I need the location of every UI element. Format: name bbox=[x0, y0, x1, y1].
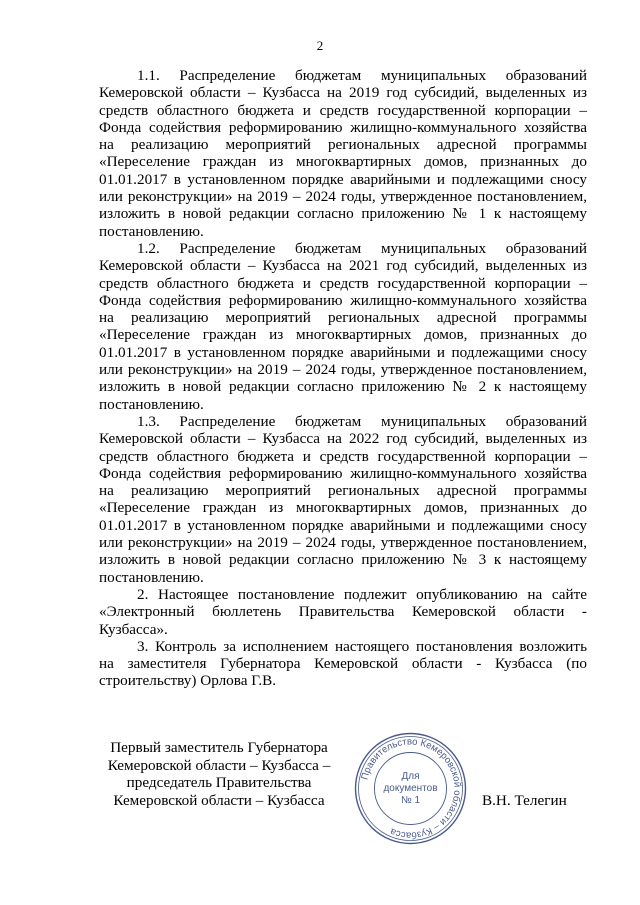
paragraph-1-3: 1.3. Распределение бюджетам муниципальных образований Кемеровской области – Кузбасса на 2022 год субсидий, выделенных из средств областного бюджета и средств государственной корпорации – Фонда содействия реформированию жилищно-коммунального хозяйства на реализацию мероприятий региональных адресной программы «Переселение граждан из многоквартирных домов, признанных до 01.01.2017 в установленном порядке аварийными и подлежащими сносу или реконструкции» на 2019 – 2024 годы, утвержденное постановлением, изложить в новой редакции согласно приложению № 3 к настоящему постановлению. bbox=[99, 412, 587, 586]
official-seal-stamp bbox=[353, 731, 468, 846]
seal-center-line-2: документов bbox=[383, 783, 438, 794]
page-number: 2 bbox=[316, 38, 324, 53]
paragraph-1-2: 1.2. Распределение бюджетам муниципальных образований Кемеровской области – Кузбасса на 2021 год субсидий, выделенных из средств областного бюджета и средств государственной корпорации – Фонда содействия реформированию жилищно-коммунального хозяйства на реализацию мероприятий региональных адресной программы «Переселение граждан из многоквартирных домов, признанных до 01.01.2017 в установленном порядке аварийными и подлежащими сносу или реконструкции» на 2019 – 2024 годы, утвержденное постановлением, изложить в новой редакции согласно приложению № 2 к настоящему постановлению. bbox=[99, 239, 587, 413]
signatory-title-line-1: Первый заместитель Губернатора bbox=[110, 739, 328, 756]
signatory-title-line-3: председатель Правительства bbox=[126, 774, 312, 791]
paragraph-2: 2. Настоящее постановление подлежит опубликованию на сайте «Электронный бюллетень Правительства Кемеровской области - Кузбасса». bbox=[99, 585, 587, 638]
signatory-name: В.Н. Телегин bbox=[482, 792, 567, 809]
seal-center-line-3: № 1 bbox=[400, 795, 421, 806]
document-body bbox=[99, 67, 587, 690]
signatory-title bbox=[99, 739, 339, 809]
paragraph-3: 3. Контроль за исполнением настоящего постановления возложить на заместителя Губернатора Кемеровской области - Кузбасса (по строительству) Орлова Г.В. bbox=[99, 637, 587, 690]
signatory-title-line-4: Кемеровской области – Кузбасса bbox=[113, 791, 325, 809]
seal-center-line-1: Для bbox=[401, 771, 420, 782]
seal-ring-text: Правительство Кемеровской области – Кузбасса bbox=[359, 736, 463, 841]
paragraph-1-1: 1.1. Распределение бюджетам муниципальных образований Кемеровской области – Кузбасса на 2019 год субсидий, выделенных из средств областного бюджета и средств государственной корпорации – Фонда содействия реформированию жилищно-коммунального хозяйства на реализацию мероприятий региональных адресной программы «Переселение граждан из многоквартирных домов, признанных до 01.01.2017 в установленном порядке аварийными и подлежащими сносу или реконструкции» на 2019 – 2024 годы, утвержденное постановлением, изложить в новой редакции согласно приложению № 1 к настоящему постановлению. bbox=[99, 67, 587, 240]
signatory-title-line-2: Кемеровской области – Кузбасса – bbox=[107, 756, 331, 774]
